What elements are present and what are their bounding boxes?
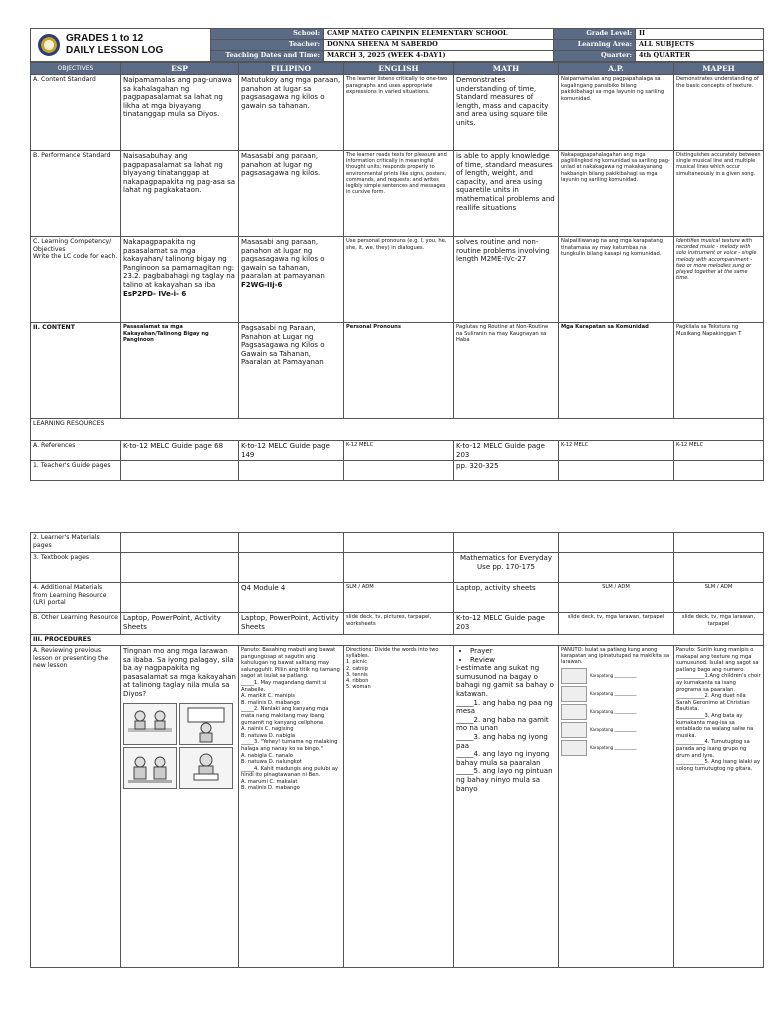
mapeh-item: ___________5. Ang isang lalaki ay solong tumutugtog ng gitara. [676,759,761,772]
fil-cell: Laptop, PowerPoint, Activity Sheets [239,613,344,635]
esp-cell [121,237,239,323]
row-label: 3. Textbook pages [31,553,121,583]
resources-row [31,419,764,441]
math-cell: Mathematics for Everyday Use pp. 170-175 [454,553,559,583]
eng-item: 2. catnip [346,665,368,672]
esp-cell [121,461,239,481]
ap-cell: Naipamamalas ang pagpapahalaga sa kagalingang pansibiko bilang pakikibahagi sa mga layunin ng sariling komunidad. [559,75,674,151]
performance-standard-row [31,151,764,237]
grade-label: Grade Level: [554,29,636,40]
mapeh-item: ___________1.Ang children's choir ay kumakanta sa isang programa sa paaralan. [676,673,761,693]
fil-cell: Q4 Module 4 [239,583,344,613]
mapeh-cell: Distinguishes accurately between single musical line and multiple musical lines which occur simultaneously in a given song. [674,151,764,237]
mapeh-cell: slide deck, tv, mga larawan, tarpapel [674,613,764,635]
fil-cell [239,646,344,968]
textbook-row [31,553,764,583]
math-instructions: I-estimate ang sukat ng sumusunod na bagay o bahagi ng gamit sa bahay o katawan. [456,664,554,698]
fil-item: _____4. Kahit madungis ang pulubi ay hindi ito pinagtawanan ni Ben. [241,765,339,779]
mapeh-cell: Demonstrates understanding of the basic concepts of texture. [674,75,764,151]
teacher-label: Teacher: [211,40,324,51]
fil-item: A. marikit C. manipis [241,693,296,700]
math-cell: Demonstrates understanding of time, Standard measures of length, mass and capacity and area using square tile units. [454,75,559,151]
ap-cell: Naipaliliwanag na ang mga karapatang tinatamasa ay may katumbas na tungkulin bilang kasapi ng komunidad. [559,237,674,323]
eng-cell: Personal Pronouns [344,323,454,419]
ap-item-label: Karapatang ___________ [590,673,637,679]
col-ap: A.P. [559,63,674,75]
eng-cell: Use personal pronouns (e.g. I, you, he, she, it, we, they) in dialogues. [344,237,454,323]
procedures-label: III. PROCEDURES [31,635,764,646]
math-item: _____3. ang haba ng iyong paa [456,732,548,750]
fil-item: B. natuwa D. nalungkot [241,759,302,766]
area-label: Learning Area: [554,40,636,51]
col-objectives: OBJECTIVES [31,63,121,75]
mapeh-cell: SLM / ADM [674,583,764,613]
mapeh-cell [674,646,764,968]
fil-item: _____3. "Yehey! tumama ng malaking halaga ang nanay ko sa bingo." [241,739,338,752]
fil-cell: Matutukoy ang mga paraan, panahon at lugar sa pagsasagawa ng kilos o gawain sa tahanan. [239,75,344,151]
fil-cell: K-to-12 MELC Guide page 149 [239,441,344,461]
mapeh-item: ___________4. Tumutugtog sa parada ang isang grupo ng drum and lyre. [676,739,750,759]
eng-cell: The learner listens critically to one-two paragraphs and uses appropriate expressions in varied situations. [344,75,454,151]
eng-cell: slide deck, tv, pictures, tarpapel, worksheets [344,613,454,635]
esp-images [123,703,236,789]
math-item: _____1. ang haba ng paa ng mesa [456,698,553,716]
row-label-note: Write the LC code for each. [33,253,118,261]
esp-cell: Laptop, PowerPoint, Activity Sheets [121,613,239,635]
esp-cell [121,646,239,968]
mapeh-instructions: Panuto: Suriin kung manipis o makapal ang texture ng mga sumusunod. Isulat ang sagot sa patlang bago ang numero. [676,647,759,673]
ap-cell: Mga Karapatan sa Komunidad [559,323,674,419]
area-value: ALL SUBJECTS [636,40,764,51]
fil-item: _____1. May magandang damit si Anabelle. [241,679,327,693]
quarter-value: 4th QUARTER [636,51,764,62]
additional-materials-row [31,583,764,613]
math-item: _____5. ang layo ng pintuan ng bahay ninyo mula sa banyo [456,767,553,793]
fil-item: B. malinis D. mabango [241,699,300,706]
dates-value: MARCH 3, 2025 (WEEK 4-DAY1) [324,51,554,62]
eng-item: 3. tennis [346,671,368,678]
ap-picture [561,740,587,756]
title-block [31,29,211,62]
references-row [31,441,764,461]
row-label: B. Other Learning Resource [31,613,121,635]
deped-seal-icon [38,34,60,56]
procedures-header-row [31,635,764,646]
eng-cell: The learner reads texts for pleasure and information critically in meaningful thought units; responds properly to environmental prints like signs, posters, commands, and requests; and writes legibly simple sentences and messages in cursive form. [344,151,454,237]
content-row [31,323,764,419]
competency-row [31,237,764,323]
mapeh-cell: Pagkilala sa Tekstura ng Musikang Napakinggan T [674,323,764,419]
row-label: 1. Teacher's Guide pages [31,461,121,481]
title-line2: DAILY LESSON LOG [66,45,164,56]
title-line1: GRADES 1 to 12 [66,33,144,44]
fil-instructions: Panuto: Basahing mabuti ang bawat pangungusap at sagutin ang kahulugan ng bawat salitang may salungguhit. Piliin ang titik ng tamang sagot at isulat sa patlang. [241,647,340,680]
row-label-cell [31,237,121,323]
eng-cell: K-12 MELC [344,441,454,461]
fil-cell [239,237,344,323]
col-esp: ESP [121,63,239,75]
col-filipino: FILIPINO [239,63,344,75]
eng-item: 1. picnic [346,659,367,666]
fil-code: F2WG-IIj-6 [241,280,283,289]
row-label: A. References [31,441,121,461]
review-row [31,646,764,968]
fil-competency: Masasabi ang paraan, panahon at lugar ng pagsasagawa ng kilos o gawain sa tahanan, paaralan at pamayanan [241,238,325,281]
mapeh-cell [674,461,764,481]
mapeh-item: ___________3. Ang bata ay kumakanta mag-isa sa entablado na walang saliw na musika. [676,712,754,739]
col-english: ENGLISH [344,63,454,75]
quarter-label: Quarter: [554,51,636,62]
ap-picture [561,704,587,720]
fil-item: _____2. Nanlaki ang kanyang mga mata nang makitang may ibang gumamit ng kanyang cellphone. [241,706,329,726]
fil-item: A. nainis C. nagising [241,726,294,733]
fil-cell: Masasabi ang paraan, panahon at lugar ng pagsasagawa ng kilos. [239,151,344,237]
child-reading-illustration [179,747,233,789]
math-cell: is able to apply knowledge of time, standard measures of length, weight, and capacity, and area using squaretile units in mathematical problems and reallife situations [454,151,559,237]
esp-cell: Naipamamalas ang pag-unawa sa kahalagahan ng pagpapasalamat sa lahat ng likha at mga biyayang tinatanggap mula sa Diyos. [121,75,239,151]
math-cell [454,646,559,968]
fil-cell: Pagsasabi ng Paraan, Panahon at Lugar ng Pagsasagawa ng Kilos o Gawain sa Tahanan, Paaralan at Pamayanan [239,323,344,419]
ap-instructions: PANUTO: Isulat sa patlang kung anong karapatan ang ipinatutupad na makikita sa larawan. [561,647,670,666]
header-table [30,28,764,62]
teacher-value: DONNA SHEENA M SABERDO [324,40,554,51]
teachers-guide-row [31,461,764,481]
ap-cell: K-12 MELC [559,441,674,461]
mapeh-cell: Identifies musical texture with recorded music - melody with solo instrument or voice - single melody with accompaniment - two or more melodies sung or played together at the same time. [674,237,764,323]
math-item: _____4. ang layo ng inyong bahay mula sa paaralan [456,750,550,767]
math-cell: Laptop, activity sheets [454,583,559,613]
ap-item [561,704,671,720]
col-math: MATH [454,63,559,75]
esp-cell: Pasasalamat sa mga Kakayahan/Talinong Bigay ng Panginoon [121,323,239,419]
eng-directions: Directions: Divide the words into two syllables. [346,647,439,660]
esp-cell: Naisasabuhay ang pagpapasalamat sa lahat ng biyayang tinatanggap at nakapagpapakita ng pag-asa sa lahat ng pagkakataon. [121,151,239,237]
grade-value: II [636,29,764,40]
esp-cell [121,583,239,613]
row-label: C. Learning Competency/ Objectives [33,238,112,253]
math-bullet: • Review [470,656,556,665]
row-label: A. Reviewing previous lesson or presenting the new lesson [31,646,121,968]
row-label: II. CONTENT [31,323,121,419]
ap-item-label: Karapatang ___________ [590,745,637,751]
esp-cell: K-to-12 MELC Guide page 68 [121,441,239,461]
child-writing-illustration [179,703,233,745]
ap-item-label: Karapatang ___________ [590,709,637,715]
fil-item: B. malinis D. mabango [241,785,300,792]
math-bullet: • Prayer [470,647,556,656]
ap-item [561,686,671,702]
math-item: _____2. ang haba na gamit mo na unan [456,715,549,733]
fil-cell [239,461,344,481]
student-desk-illustration [123,703,177,745]
eng-cell: SLM / ADM [344,583,454,613]
fil-item: B. natuwa D. nabigla [241,732,296,739]
fil-item: A. nabigla C. nanalo [241,752,293,759]
row-label: A. Content Standard [31,75,121,151]
math-cell: K-to-12 MELC Guide page 203 [454,441,559,461]
esp-code: EsP2PD- IVe-i- 6 [123,289,187,298]
math-bullets [456,647,556,664]
dll-page-1 [30,28,763,481]
children-studying-illustration [123,747,177,789]
column-header-row [31,63,764,75]
procedures-table [30,532,764,968]
resources-label: LEARNING RESOURCES [31,419,764,441]
objectives-table [30,62,764,481]
ap-item-label: Karapatang ___________ [590,727,637,733]
ap-cell: SLM / ADM [559,583,674,613]
math-cell: solves routine and non-routine problems involving length M2ME-IVc-27 [454,237,559,323]
mapeh-cell: K-12 MELC [674,441,764,461]
fil-item: A. marumi C. makalat [241,778,298,785]
ap-item [561,740,671,756]
ap-picture [561,668,587,684]
dates-label: Teaching Dates and Time: [211,51,324,62]
ap-cell [559,646,674,968]
ap-cell: slide deck, tv, mga larawan, tarpapel [559,613,674,635]
ap-cell [559,461,674,481]
esp-competency: Nakapagpapakita ng pasasalamat sa mga kakayahan/ talinong bigay ng Panginoon sa pamamagitan ng: 23.2. pagbabahagi ng taglay na talino at kakayahan sa iba [123,238,235,289]
school-label: School: [211,29,324,40]
ap-item [561,722,671,738]
ap-cell: Nakapagpapahalagahan ang mga pagliilingkod ng komunidad sa sariling pag-unlad at nakakagawa ng makakayanang hakbangin bilang pakikibahagi sa mga layunin ng sariling komunidad. [559,151,674,237]
math-cell: Paglutas ng Routine at Non-Routine na Suliranin na may Kaugnayan sa Haba [454,323,559,419]
row-label: 4. Additional Materials from Learning Resource (LR) portal [31,583,121,613]
learners-materials-row [31,533,764,553]
ap-picture [561,686,587,702]
eng-cell [344,646,454,968]
math-cell: pp. 320-325 [454,461,559,481]
eng-item: 4. ribbon [346,678,369,685]
mapeh-item: ___________2. Ang duet nila Sarah Geronimo at Christian Bautista. [676,693,750,713]
esp-prompt: Tingnan mo ang mga larawan sa ibaba. Sa iyong palagay, sila ba ay nagpapakita ng pasasalamat sa mga kakayahan at talinong taglay nila mula sa Diyos? [123,647,236,698]
row-label: B. Performance Standard [31,151,121,237]
col-mapeh: MAPEH [674,63,764,75]
content-standard-row [31,75,764,151]
ap-picture [561,722,587,738]
ap-item [561,668,671,684]
ap-item-label: Karapatang ___________ [590,691,637,697]
eng-cell [344,461,454,481]
dll-page-2 [30,532,763,968]
eng-item: 5. woman [346,684,371,691]
math-cell: K-to-12 MELC Guide page 203 [454,613,559,635]
school-value: CAMP MATEO CAPINPIN ELEMENTARY SCHOOL [324,29,554,40]
row-label: 2. Learner's Materials pages [31,533,121,553]
other-resources-row [31,613,764,635]
